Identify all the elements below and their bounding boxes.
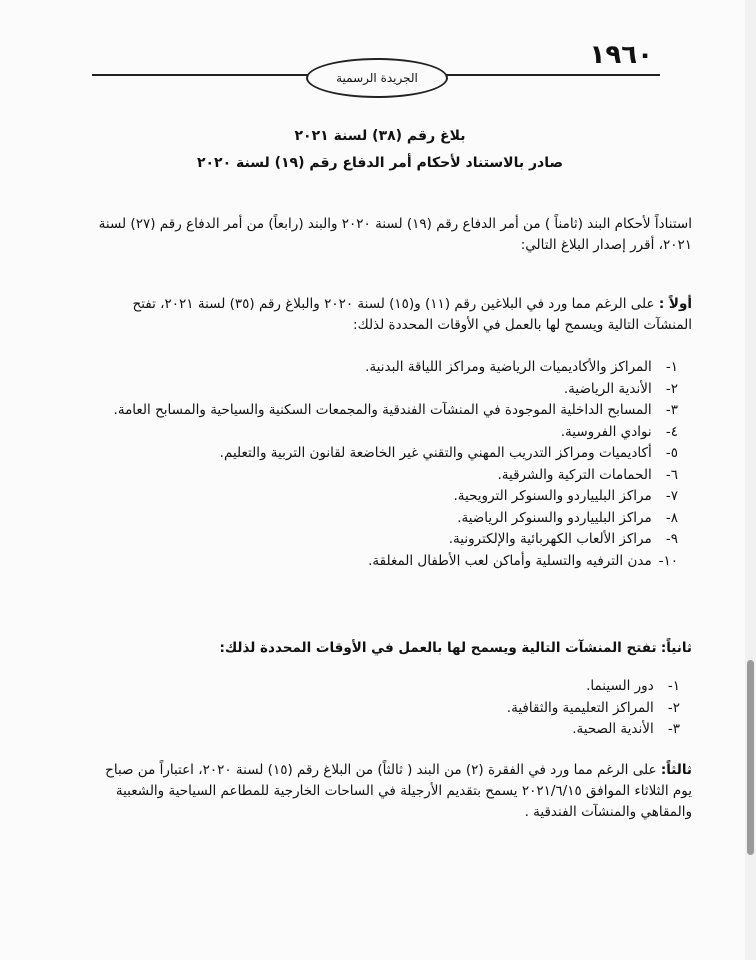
list-item: ٥- أكاديميات ومراكز التدريب المهني والتقني غير الخاضعة لقانون التربية والتعليم. [219, 445, 678, 461]
list-item: ٤- نوادي الفروسية. [560, 423, 678, 440]
list-item: ٩- مراكز الألعاب الكهربائية والإلكترونية. [448, 531, 678, 547]
list-item: ٢- الأندية الرياضية. [563, 380, 678, 397]
list-item: ٣- الأندية الصحية. [572, 721, 680, 737]
preamble: استناداً لأحكام البند (ثامناً ) من أمر الدفاع رقم (١٩) لسنة ٢٠٢٠ والبند (رابعاً) من أمر الدفاع رقم (٢٧) لسنة ٢٠٢١، أقرر إصدار البلاغ التالي: [98, 216, 692, 253]
section-2-heading: ثانياً: [660, 640, 692, 656]
section-2-list [300, 676, 680, 741]
list-item: ٦- الحمامات التركية والشرقية. [497, 466, 678, 483]
publication-emblem [306, 58, 448, 98]
decree-title: بلاغ رقم (٣٨) لسنة ٢٠٢١ [294, 128, 466, 144]
list-item: ٢- المراكز التعليمية والثقافية. [506, 699, 680, 716]
list-item: ٧- مراكز البليياردو والسنوكر الترويحية. [453, 488, 678, 504]
section-1-list [86, 357, 678, 572]
scrollbar-thumb[interactable] [747, 660, 754, 855]
vertical-scrollbar[interactable] [745, 0, 756, 960]
page-number: ١٩٦٠ [589, 40, 653, 70]
section-1-heading: أولاً : [658, 296, 692, 312]
list-item: ١٠- مدن الترفيه والتسلية وأماكن لعب الأطفال المغلقة. [368, 552, 678, 569]
section-3-heading: ثالثاً: [660, 762, 692, 778]
list-item: ١- المراكز والأكاديميات الرياضية ومراكز اللياقة البدنية. [365, 359, 678, 375]
section-2-intro [92, 638, 692, 659]
section-1-text: على الرغم مما ورد في البلاغين رقم (١١) و(١٥) لسنة ٢٠٢٠ والبلاغ رقم (٣٥) لسنة ٢٠٢١، تفتح المنشآت التالية ويسمح لها بالعمل في الأوقات المحددة لذلك: [132, 296, 692, 333]
list-item: ٣- المسابح الداخلية الموجودة في المنشآت الفندقية والمجمعات السكنية والسياحية والمسابح العامة. [113, 402, 678, 418]
section-2-text: تفتح المنشآت التالية ويسمح لها بالعمل في الأوقات المحددة لذلك: [219, 640, 657, 656]
section-3 [92, 760, 692, 823]
section-3-text: على الرغم مما ورد في الفقرة (٢) من البند ( ثالثاً) من البلاغ رقم (١٥) لسنة ٢٠٢٠، اعتباراً من صباح يوم الثلاثاء الموافق ٢٠٢١/٦/١٥ يسمح بتقديم الأرجيلة في الساحات الخارجية للمطاعم السياحية والشعبية والمقاهي والمنشآت الفندقية . [105, 762, 692, 820]
section-1-intro [92, 294, 692, 336]
list-item: ٨- مراكز البليياردو والسنوكر الرياضية. [457, 509, 678, 526]
decree-subtitle: صادر بالاستناد لأحكام أمر الدفاع رقم (١٩) لسنة ٢٠٢٠ [196, 155, 564, 171]
publication-name: الجريدة الرسمية [336, 71, 418, 85]
list-item: ١- دور السينما. [586, 678, 680, 694]
